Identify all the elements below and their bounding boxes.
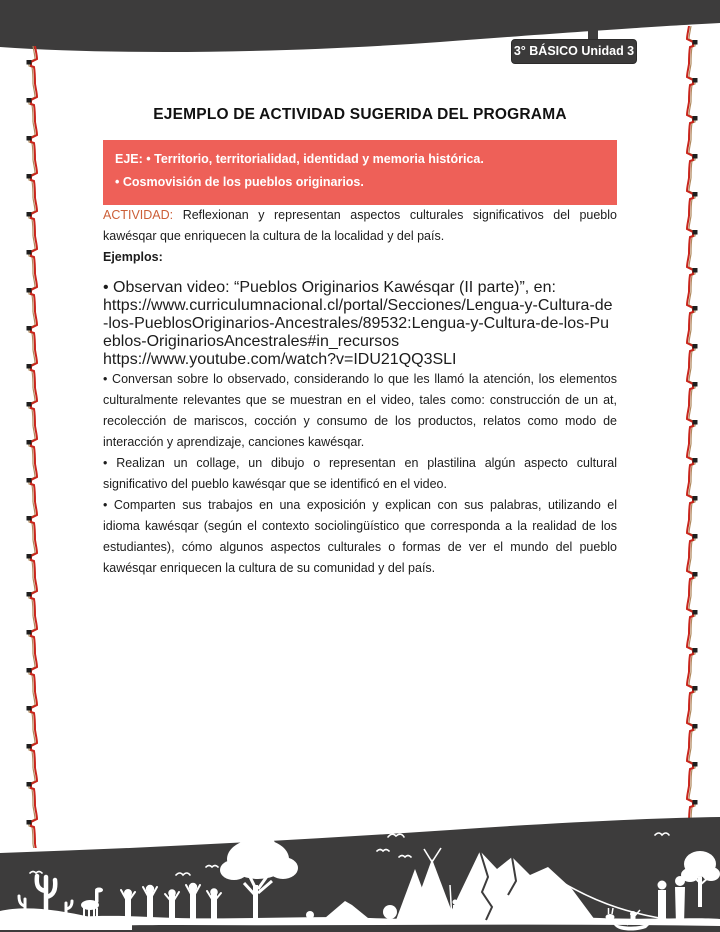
unit-badge: 3° BÁSICO Unidad 3 bbox=[512, 40, 636, 63]
bullet-text: • Observan video: “Pueblos Originarios Kawésqar (II parte)”, en: bbox=[103, 279, 556, 296]
activity-paragraph bbox=[103, 205, 617, 247]
eje-line-1: EJE: • Territorio, territorialidad, identidad y memoria histórica. bbox=[115, 152, 484, 166]
andean-zigzag-border-left-icon bbox=[25, 46, 43, 848]
youtube-url: https://www.youtube.com/watch?v=IDU21QQ3SLI bbox=[103, 351, 457, 368]
page-title: EJEMPLO DE ACTIVIDAD SUGERIDA DEL PROGRAMA bbox=[153, 106, 567, 123]
andean-zigzag-border-right-icon bbox=[681, 26, 699, 820]
activity-label: ACTIVIDAD: bbox=[103, 208, 174, 222]
eje-line-2: • Cosmovisión de los pueblos originarios. bbox=[115, 175, 364, 189]
bullet-conversan: • Conversan sobre lo observado, considerando lo que les llamó la atención, los elementos culturalmente relevantes que se muestran en el video, tales como: construcción de un at, recolección de mariscos, cocción y consumo de los productos, relatos como modo de interacción y aprendizaje, canciones kawésqar. bbox=[103, 372, 617, 449]
document-content bbox=[103, 104, 617, 579]
activity-text: Reflexionan y representan aspectos culturales significativos del pueblo kawésqar que enriquecen la cultura de la localidad y del país. bbox=[103, 208, 617, 243]
eje-highlight-box bbox=[103, 140, 617, 205]
bullet-realizan-collage: • Realizan un collage, un dibujo o representan en plastilina algún aspecto cultural significativo del pueblo kawésqar que se identificó en el video. bbox=[103, 456, 617, 491]
bullet-comparten-trabajos: • Comparten sus trabajos en una exposición y explican con sus palabras, utilizando el idioma kawésqar (según el contexto sociolingüístico que corresponda a la realidad de los estudiantes), cómo algunos aspectos culturales o formas de ver el mundo del pueblo kawésqar enriquecen la cultura de su comunidad y del país. bbox=[103, 498, 617, 575]
examples-heading: Ejemplos: bbox=[103, 250, 163, 264]
curriculum-url: https://www.curriculumnacional.cl/portal/Secciones/Lengua-y-Cultura-de-los-PueblosOriginarios-Ancestrales/89532:Lengua-y-Cultura-de-los-Pueblos-OriginariosAncestrales#in_recursos bbox=[103, 297, 613, 350]
landscape-silhouette-illustration bbox=[0, 817, 720, 932]
bullet-observan-video bbox=[103, 279, 617, 369]
